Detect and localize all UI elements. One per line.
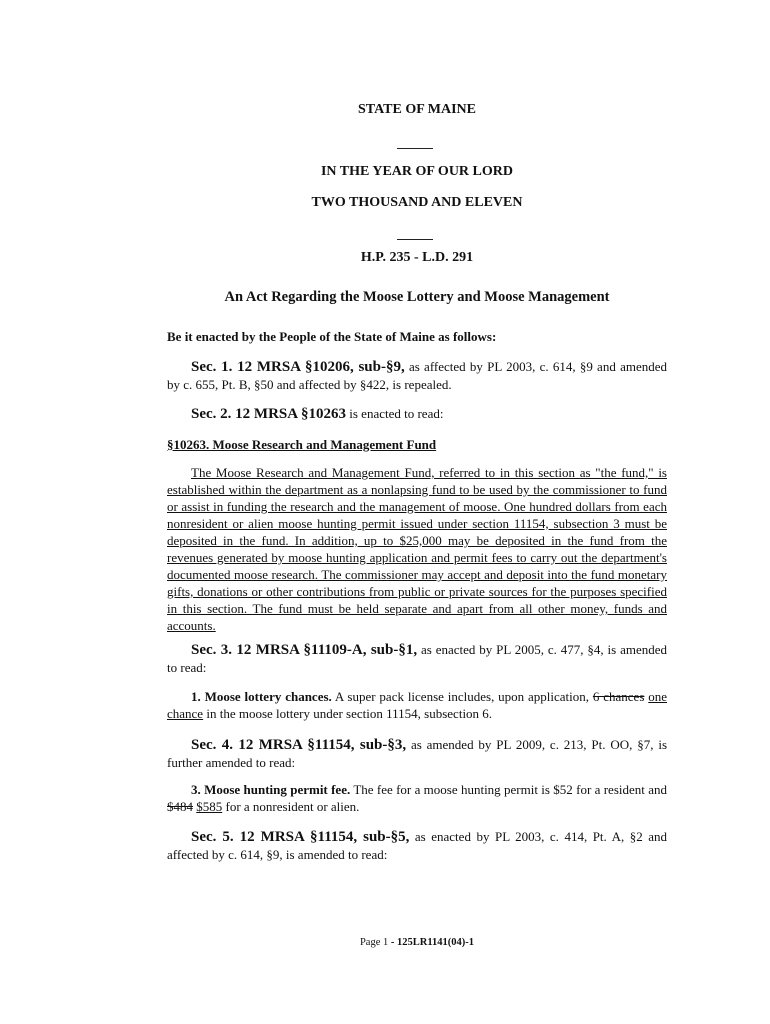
- year-line-2: TWO THOUSAND AND ELEVEN: [311, 195, 523, 210]
- page-label: Page 1: [359, 937, 389, 948]
- subsection-1-lead: 1. Moose lottery chances.: [191, 689, 332, 704]
- struck-text: $484: [167, 799, 193, 814]
- subsection-1-text-end: in the moose lottery under section 11154, subsection 6.: [203, 706, 493, 721]
- section-1-text: as affected by PL 2003, c. 614, §9 and amended by c. 655, Pt. B, §50 and affected by §422, is repealed.: [167, 359, 667, 392]
- inserted-text: one chance: [167, 689, 668, 721]
- subsection-3-text: The fee for a moose hunting permit is $52 for a resident and: [350, 782, 667, 797]
- new-section-text: The Moose Research and Management Fund, referred to in this section as "the fund," is established within the department as a nonlapsing fund to be used by the commissioner to fund or assist in funding the research and the management of moose. One hundred dollars from each nonresident or alien moose hunting permit issued under section 11154, subsection 3 must be deposited in the fund. In addition, up to $25,000 may be deposited in the fund from the revenues generated by moose hunting application and permit fees to carry out the department's documented moose research. The commissioner may accept and deposit into the fund monetary gifts, donations or other contributions from public or private sources for the purposes specified in this section. The fund must be held separate and apart from all other money, funds and accounts.: [167, 465, 667, 633]
- section-1: [167, 358, 667, 393]
- section-3-amendment: [167, 688, 667, 722]
- subsection-3-text-end: for a nonresident or alien.: [222, 799, 360, 814]
- year-line-1: IN THE YEAR OF OUR LORD: [320, 164, 513, 179]
- section-3-text: as enacted by PL 2005, c. 477, §4, is amended to read:: [167, 642, 668, 675]
- section-4-amendment: [167, 781, 667, 815]
- page-footer: [167, 937, 667, 948]
- section-3: [167, 641, 667, 676]
- enacting-clause: Be it enacted by the People of the State of Maine as follows:: [167, 329, 497, 344]
- subsection-3-lead: 3. Moose hunting permit fee.: [191, 782, 351, 797]
- new-section-heading: §10263. Moose Research and Management Fund: [167, 437, 437, 452]
- separator-rule: [397, 239, 433, 240]
- section-2-text: is enacted to read:: [346, 406, 444, 421]
- section-5-text: as enacted by PL 2003, c. 414, Pt. A, §2 and affected by c. 614, §9, is amended to read:: [167, 829, 668, 862]
- struck-text: 6 chances: [592, 689, 645, 704]
- act-title: An Act Regarding the Moose Lottery and Moose Management: [224, 289, 610, 305]
- state-heading: STATE OF MAINE: [358, 102, 476, 117]
- bill-number: H.P. 235 - L.D. 291: [360, 250, 474, 265]
- section-4-text: as amended by PL 2009, c. 213, Pt. OO, §7, is further amended to read:: [167, 737, 668, 770]
- section-4: [167, 736, 667, 771]
- section-2-heading: Sec. 2. 12 MRSA §10263: [191, 406, 346, 422]
- section-2: [167, 405, 667, 423]
- subsection-1-text: A super pack license includes, upon application,: [331, 689, 593, 704]
- section-4-heading: Sec. 4. 12 MRSA §11154, sub-§3,: [191, 737, 407, 753]
- section-1-heading: Sec. 1. 12 MRSA §10206, sub-§9,: [191, 359, 405, 375]
- separator-rule: [397, 148, 433, 149]
- section-5: [167, 828, 667, 863]
- section-5-heading: Sec. 5. 12 MRSA §11154, sub-§5,: [191, 829, 410, 845]
- inserted-text: $585: [196, 799, 223, 814]
- section-3-heading: Sec. 3. 12 MRSA §11109-A, sub-§1,: [191, 642, 418, 658]
- new-section-text-block: [167, 464, 667, 634]
- document-id: - 125LR1141(04)-1: [388, 937, 475, 948]
